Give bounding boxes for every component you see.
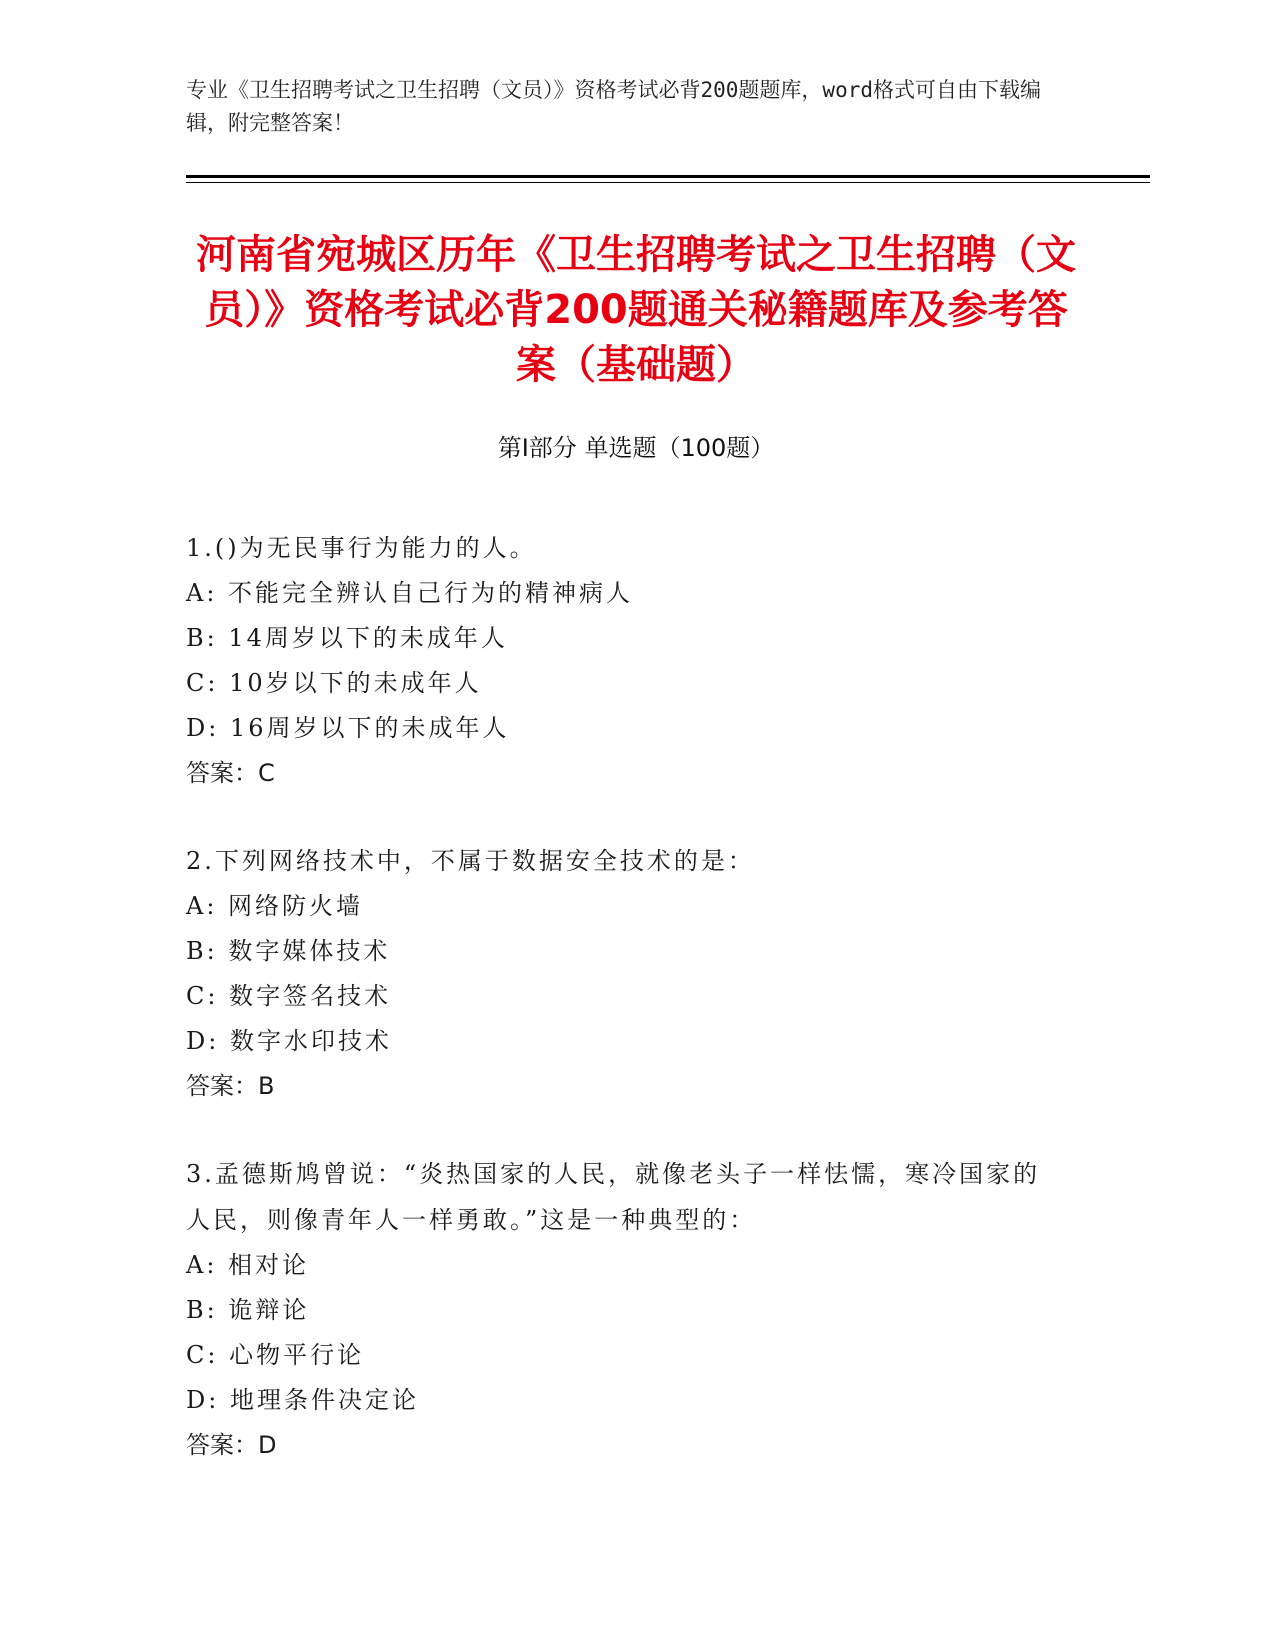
question-stem: 3.孟德斯鸠曾说：“炎热国家的人民，就像老头子一样怯懦，寒冷国家的人民，则像青年人一样勇敢。”这是一种典型的： — [186, 1160, 1041, 1234]
section-heading: 第Ⅰ部分 单选题（100题） — [497, 434, 775, 462]
answer: 答案：B — [186, 1072, 275, 1100]
answer: 答案：D — [186, 1431, 277, 1459]
question-stem: 1.()为无民事行为能力的人。 — [186, 534, 537, 562]
option-a: A: 不能完全辨认自己行为的精神病人 — [186, 579, 634, 607]
header-divider-thick — [186, 175, 1150, 178]
option-c: C: 心物平行论 — [186, 1341, 365, 1369]
question-3 — [186, 1151, 1066, 1468]
option-b: B: 诡辩论 — [186, 1296, 310, 1324]
option-d: D: 地理条件决定论 — [186, 1386, 419, 1414]
question-2 — [186, 838, 1066, 1109]
question-1 — [186, 525, 1066, 796]
question-list — [186, 525, 1066, 1510]
option-b: B: 14周岁以下的未成年人 — [186, 624, 508, 652]
question-stem: 2.下列网络技术中，不属于数据安全技术的是： — [186, 847, 755, 875]
option-c: C: 数字签名技术 — [186, 982, 392, 1010]
option-b: B: 数字媒体技术 — [186, 937, 391, 965]
answer: 答案：C — [186, 759, 275, 787]
option-d: D: 16周岁以下的未成年人 — [186, 714, 510, 742]
option-a: A: 网络防火墙 — [186, 892, 364, 920]
document-title: 河南省宛城区历年《卫生招聘考试之卫生招聘（文员）》资格考试必背200题通关秘籍题库及参考答案（基础题） — [196, 232, 1076, 388]
header-divider-thin — [186, 182, 1150, 183]
header-note: 专业《卫生招聘考试之卫生招聘（文员）》资格考试必背200题题库，word格式可自由下载编辑，附完整答案！ — [186, 78, 1041, 135]
option-c: C: 10岁以下的未成年人 — [186, 669, 482, 697]
option-d: D: 数字水印技术 — [186, 1027, 392, 1055]
option-a: A: 相对论 — [186, 1251, 310, 1279]
